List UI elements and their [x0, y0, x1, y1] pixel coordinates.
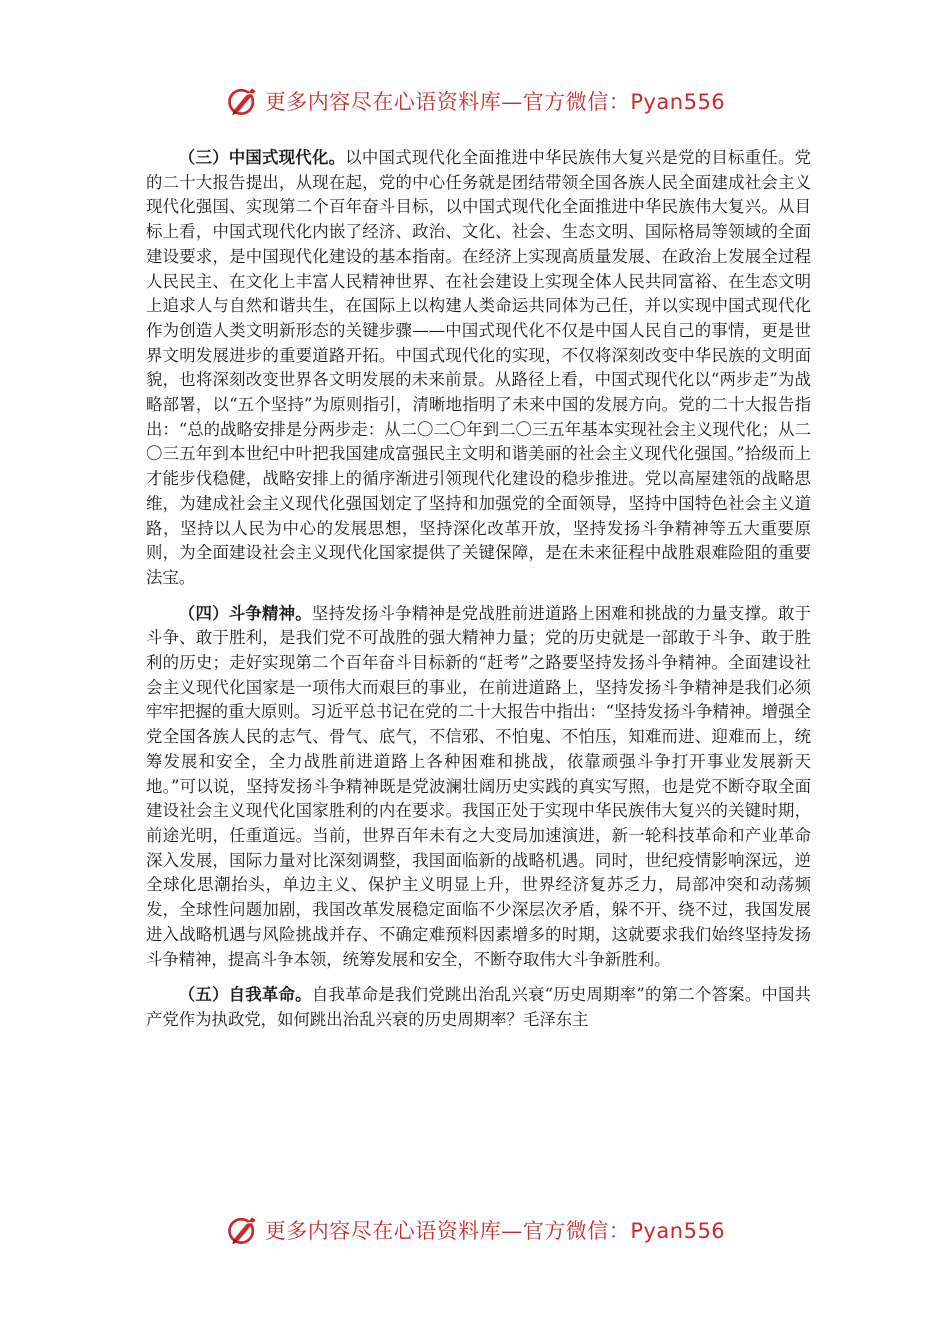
- section-body: 坚持发扬斗争精神是党战胜前进道路上困难和挑战的力量支撑。敢于斗争、敢于胜利，是我们党不可战胜的强大精神力量；党的历史就是一部敢于斗争、敢于胜利的历史；走好实现第二个百年奋斗目标新的“赶考”之路要坚持发扬斗争精神。全面建设社会主义现代化国家是一项伟大而艰巨的事业，在前进道路上，坚持发扬斗争精神是我们必须牢牢把握的重大原则。习近平总书记在党的二十大报告中指出：“坚持发扬斗争精神。增强全党全国各族人民的志气、骨气、底气，不信邪、不怕鬼、不怕压，知难而进、迎难而上，统筹发展和安全，全力战胜前进道路上各种困难和挑战，依靠顽强斗争打开事业发展新天地。”可以说，坚持发扬斗争精神既是党波澜壮阔历史实践的真实写照，也是党不断夺取全面建设社会主义现代化国家胜利的内在要求。我国正处于实现中华民族伟大复兴的关键时期，前途光明，任重道远。当前，世界百年未有之大变局加速演进，新一轮科技革命和产业革命深入发展，国际力量对比深刻调整，我国面临新的战略机遇。同时，世纪疫情影响深远，逆全球化思潮抬头，单边主义、保护主义明显上升，世界经济复苏乏力，局部冲突和动荡频发，全球性问题加剧，我国改革发展稳定面临不少深层次矛盾，躲不开、绕不过，我国发展进入战略机遇与风险挑战并存、不确定难预料因素增多的时期，这就要求我们始终坚持发扬斗争精神，提高斗争本领，统筹发展和安全，不断夺取伟大斗争新胜利。: [146, 603, 812, 969]
- wechat-id: Pyan556: [630, 90, 726, 114]
- section-body: 自我革命是我们党跳出治乱兴衰“历史周期率”的第二个答案。中国共产党作为执政党，如何跳出治乱兴衰的历史周期率？毛泽东主: [146, 985, 812, 1029]
- section-heading: （三）中国式现代化。: [178, 148, 346, 167]
- pen-quill-logo-icon: [225, 83, 261, 119]
- footer-banner: [0, 1205, 950, 1255]
- wechat-id: Pyan556: [630, 1219, 726, 1243]
- banner-text: [265, 1215, 725, 1245]
- paragraph-section-5: [146, 983, 811, 1032]
- paragraph-section-4: [146, 602, 811, 973]
- paragraph-section-3: [146, 146, 811, 591]
- banner-text: [265, 86, 725, 116]
- section-heading: （四）斗争精神。: [178, 603, 312, 623]
- header-banner: [0, 76, 950, 126]
- section-heading: （五）自我革命。: [178, 985, 312, 1005]
- banner-label: 更多内容尽在心语资料库—官方微信：: [264, 90, 631, 114]
- document-body: [146, 146, 811, 1044]
- pen-quill-logo-icon: [225, 1212, 261, 1248]
- banner-label: 更多内容尽在心语资料库—官方微信：: [264, 1219, 631, 1243]
- section-body: 以中国式现代化全面推进中华民族伟大复兴是党的目标重任。党的二十大报告提出，从现在起，党的中心任务就是团结带领全国各族人民全面建成社会主义现代化强国、实现第二个百年奋斗目标，以中国式现代化全面推进中华民族伟大复兴。从目标上看，中国式现代化内嵌了经济、政治、文化、社会、生态文明、国际格局等领域的全面建设要求，是中国现代化建设的基本指南。在经济上实现高质量发展、在政治上发展全过程人民民主、在文化上丰富人民精神世界、在社会建设上实现全体人民共同富裕、在生态文明上追求人与自然和谐共生，在国际上以构建人类命运共同体为己任，并以实现中国式现代化作为创造人类文明新形态的关键步骤——中国式现代化不仅是中国人民自己的事情，更是世界文明发展进步的重要道路开拓。中国式现代化的实现，不仅将深刻改变中华民族的文明面貌，也将深刻改变世界各文明发展的未来前景。从路径上看，中国式现代化以“两步走”为战略部署，以“五个坚持”为原则指引，清晰地指明了未来中国的发展方向。党的二十大报告指出：“总的战略安排是分两步走：从二〇二〇年到二〇三五年基本实现社会主义现代化；从二〇三五年到本世纪中叶把我国建成富强民主文明和谐美丽的社会主义现代化强国。”拾级而上才能步伐稳健，战略安排上的循序渐进引领现代化建设的稳步推进。党以高屋建瓴的战略思维，为建成社会主义现代化强国划定了坚持和加强党的全面领导，坚持中国特色社会主义道路，坚持以人民为中心的发展思想，坚持深化改革开放，坚持发扬斗争精神等五大重要原则，为全面建设社会主义现代化国家提供了关键保障，是在未来征程中战胜艰难险阻的重要法宝。: [146, 148, 812, 587]
